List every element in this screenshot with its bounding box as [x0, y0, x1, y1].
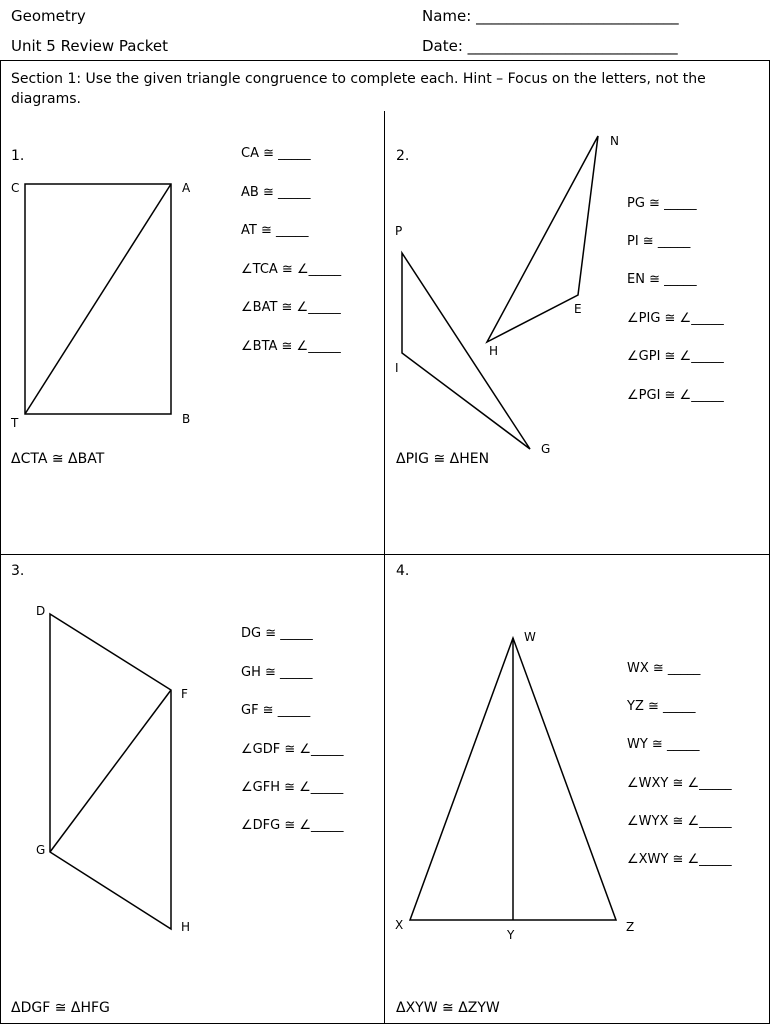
vertex-label-y: Y [507, 928, 515, 942]
statement-cong[interactable]: ∠BTA ≅ ∠_____ [241, 339, 341, 354]
statement-cong[interactable]: ∠DFG ≅ ∠_____ [241, 818, 344, 833]
vertex-label-g: G [541, 442, 551, 456]
statement-cong[interactable]: PG ≅ _____ [627, 196, 697, 211]
vertex-label-b: B [182, 412, 191, 426]
statement-cong[interactable]: AB ≅ _____ [241, 185, 311, 200]
vertex-label-f: F [181, 687, 188, 701]
vertex-label-t: T [11, 416, 19, 430]
vertex-label-x: X [395, 918, 404, 932]
statement-cong[interactable]: ∠BAT ≅ ∠_____ [241, 300, 341, 315]
statement-cong[interactable]: GH ≅ _____ [241, 665, 313, 680]
statement-cong[interactable]: ∠XWY ≅ ∠_____ [627, 852, 732, 867]
given-congruence: ΔXYW ≅ ΔZYW [396, 1000, 500, 1016]
vertex-label-p: P [395, 224, 403, 238]
statement-cong[interactable]: PI ≅ _____ [627, 234, 691, 249]
vertex-label-w: W [524, 630, 536, 644]
statement-cong[interactable]: ∠TCA ≅ ∠_____ [241, 262, 342, 277]
statement-cong[interactable]: ∠WYX ≅ ∠_____ [627, 814, 732, 829]
vertex-label-z: Z [626, 920, 635, 934]
statement-cong[interactable]: ∠GFH ≅ ∠_____ [241, 780, 344, 795]
statement-cong[interactable]: AT ≅ _____ [241, 223, 309, 238]
statement-cong[interactable]: GF ≅ _____ [241, 703, 311, 718]
problem-number: 4. [396, 563, 410, 579]
vertex-label-g: G [36, 843, 46, 857]
statement-cong[interactable]: WX ≅ _____ [627, 661, 701, 676]
vertex-label-d: D [36, 604, 46, 618]
statement-cong[interactable]: ∠GPI ≅ ∠_____ [627, 349, 724, 364]
vertex-label-c: C [11, 181, 20, 195]
given-congruence: ΔDGF ≅ ΔHFG [11, 1000, 110, 1016]
vertex-label-e: E [574, 302, 582, 316]
statement-cong[interactable]: ∠WXY ≅ ∠_____ [627, 776, 732, 791]
section-instructions: Section 1: Use the given triangle congruence to complete each. Hint – Focus on the letters, not the diagrams. [11, 71, 706, 107]
statement-cong[interactable]: WY ≅ _____ [627, 737, 700, 752]
vertex-label-h: H [489, 344, 499, 358]
problem-number: 2. [396, 148, 410, 164]
statement-cong[interactable]: ∠GDF ≅ ∠_____ [241, 742, 344, 757]
statement-cong[interactable]: YZ ≅ _____ [627, 699, 696, 714]
given-congruence: ΔPIG ≅ ΔHEN [396, 451, 490, 467]
name-field[interactable]: Name: ___________________________ [422, 7, 679, 25]
vertex-label-h: H [181, 920, 191, 934]
statement-cong[interactable]: DG ≅ _____ [241, 626, 313, 641]
problem-number: 3. [11, 563, 25, 579]
statement-cong[interactable]: EN ≅ _____ [627, 272, 697, 287]
given-congruence: ΔCTA ≅ ΔBAT [11, 451, 105, 467]
statement-cong[interactable]: CA ≅ _____ [241, 146, 311, 161]
statement-cong[interactable]: ∠PGI ≅ ∠_____ [627, 388, 724, 403]
vertex-label-a: A [182, 181, 191, 195]
date-field[interactable]: Date: ____________________________ [422, 37, 678, 55]
problem-number: 1. [11, 148, 25, 164]
statement-cong[interactable]: ∠PIG ≅ ∠_____ [627, 311, 724, 326]
packet-title: Unit 5 Review Packet [11, 37, 168, 55]
course-title: Geometry [11, 7, 86, 25]
vertex-label-n: N [610, 134, 619, 148]
vertex-label-i: I [395, 361, 399, 375]
